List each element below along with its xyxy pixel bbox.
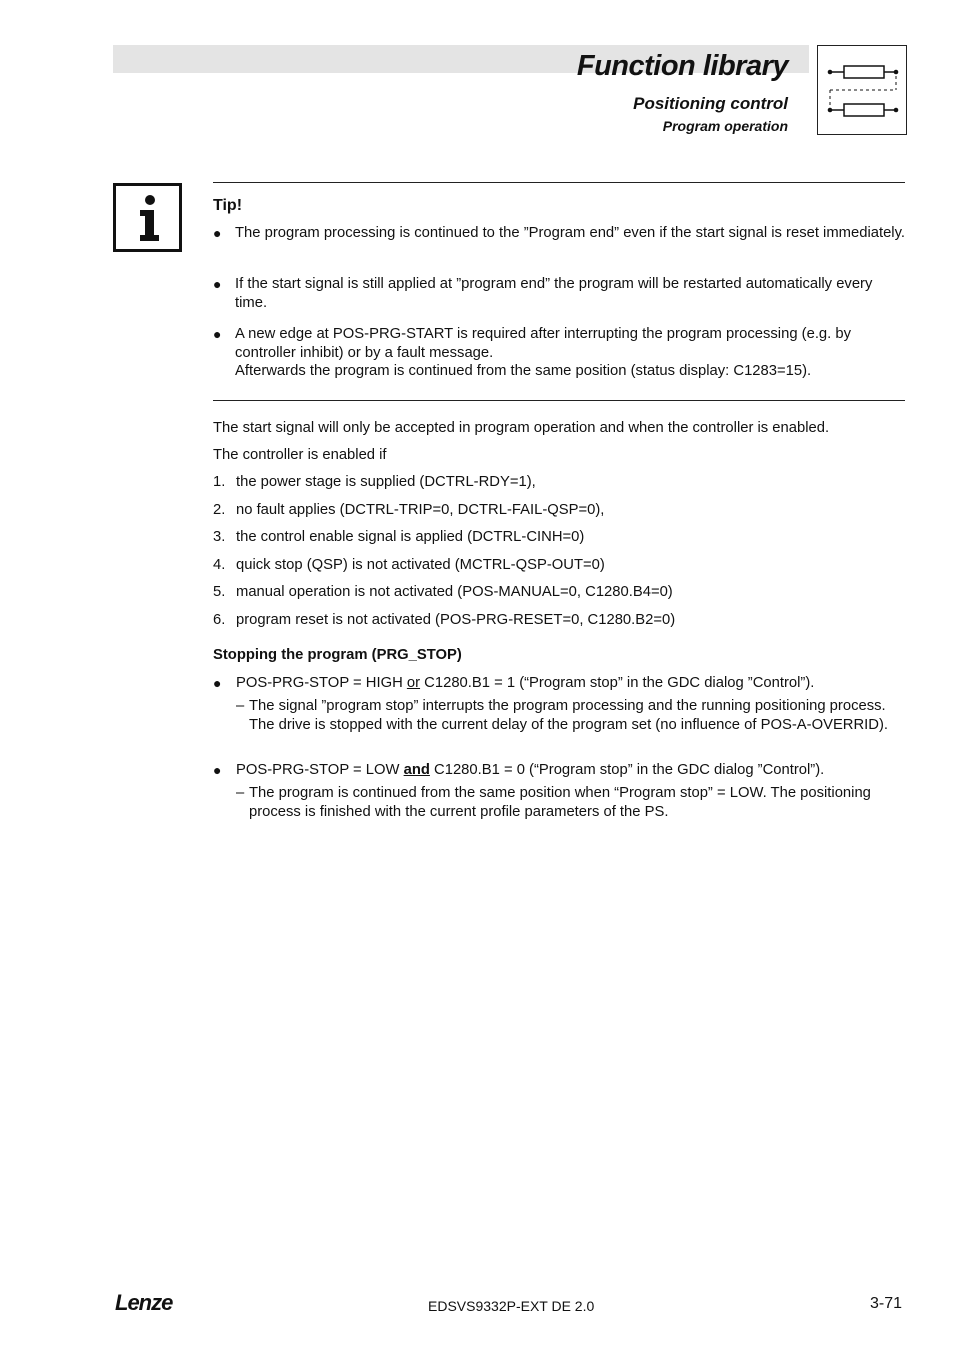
paragraph: The start signal will only be accepted in program operation and when the controller is enabled. bbox=[213, 420, 830, 436]
emphasis-and: and bbox=[403, 762, 430, 778]
tip-bullet-text: A new edge at POS-PRG-START is required after interrupting the program processing (e.g. by controller inhibit) or by a fault message. bbox=[235, 326, 852, 361]
list-number: 6. bbox=[213, 612, 226, 628]
stop-bullet-text bbox=[236, 674, 905, 693]
page-title: Function library bbox=[576, 50, 788, 82]
bullet-dot-icon: ● bbox=[213, 675, 222, 691]
bullet-dot-icon: ● bbox=[213, 276, 222, 292]
emphasis-or: or bbox=[406, 675, 421, 691]
document-id: EDSVS9332P-EXT DE 2.0 bbox=[428, 1298, 595, 1314]
list-text: the power stage is supplied (DCTRL-RDY=1), bbox=[236, 474, 536, 490]
section-heading: Stopping the program (PRG_STOP) bbox=[213, 647, 462, 663]
stop-bullet-text bbox=[236, 761, 905, 780]
tip-bullet-text: The program processing is continued to the ”Program end” even if the start signal is reset immediately. bbox=[235, 225, 906, 241]
list-text: no fault applies (DCTRL-TRIP=0, DCTRL-FAIL-QSP=0), bbox=[236, 502, 605, 518]
list-text: quick stop (QSP) is not activated (MCTRL-QSP-OUT=0) bbox=[236, 557, 605, 573]
text-part: POS-PRG-STOP = HIGH bbox=[236, 675, 407, 691]
text-part: C1280.B1 = 1 (“Program stop” in the GDC dialog ”Control”). bbox=[420, 675, 815, 691]
list-text: the control enable signal is applied (DCTRL-CINH=0) bbox=[236, 529, 585, 545]
paragraph: The controller is enabled if bbox=[213, 447, 387, 463]
info-icon bbox=[113, 183, 182, 252]
function-block-icon bbox=[817, 45, 907, 135]
dash-marker: – bbox=[236, 698, 245, 714]
tip-top-rule bbox=[213, 182, 905, 183]
list-text: program reset is not activated (POS-PRG-RESET=0, C1280.B2=0) bbox=[236, 612, 676, 628]
page-number: 3-71 bbox=[870, 1295, 903, 1312]
bullet-dot-icon: ● bbox=[213, 326, 222, 342]
text-part: C1280.B1 = 0 (“Program stop” in the GDC dialog ”Control”). bbox=[429, 762, 825, 778]
list-number: 5. bbox=[213, 584, 226, 600]
list-number: 3. bbox=[213, 529, 226, 545]
stop-sub-text: The program is continued from the same position when “Program stop” = LOW. The positioning process is finished with the current profile parameters of the PS. bbox=[249, 785, 871, 820]
dash-marker: – bbox=[236, 785, 245, 801]
tip-bottom-rule bbox=[213, 400, 905, 401]
text-part: POS-PRG-STOP = LOW bbox=[236, 762, 404, 778]
bullet-dot-icon: ● bbox=[213, 762, 222, 778]
list-number: 1. bbox=[213, 474, 226, 490]
page-subsubtitle: Program operation bbox=[662, 118, 788, 134]
list-text: manual operation is not activated (POS-MANUAL=0, C1280.B4=0) bbox=[236, 584, 673, 600]
brand-logo: Lenze bbox=[115, 1290, 173, 1315]
tip-bullet-text: If the start signal is still applied at ”program end” the program will be restarted automatically every time. bbox=[235, 276, 873, 311]
stop-sub-text: The signal ”program stop” interrupts the program processing and the running positioning process. The drive is stopped with the current delay of the program set (no influence of POS-A-OVERRID). bbox=[249, 698, 889, 733]
list-number: 2. bbox=[213, 502, 226, 518]
bullet-dot-icon: ● bbox=[213, 225, 222, 241]
list-number: 4. bbox=[213, 557, 226, 573]
page-subtitle: Positioning control bbox=[633, 94, 788, 113]
tip-title: Tip! bbox=[213, 197, 243, 214]
tip-bullet-continuation: Afterwards the program is continued from the same position (status display: C1283=15). bbox=[235, 363, 812, 379]
